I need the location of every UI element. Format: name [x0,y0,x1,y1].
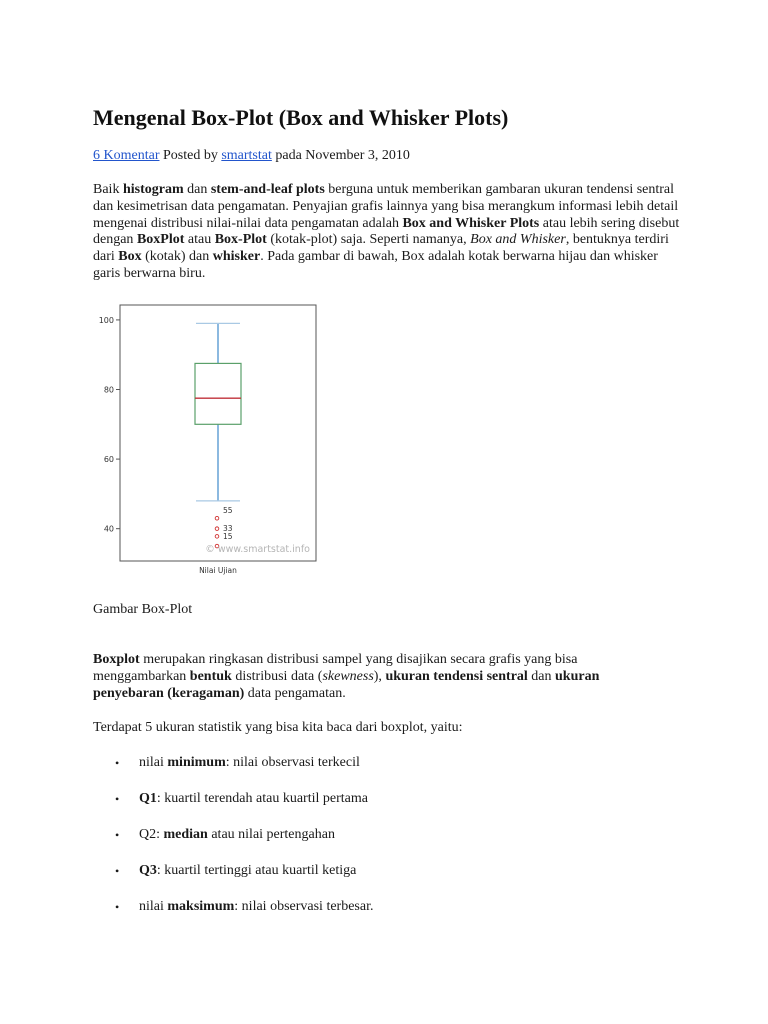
list-item-text: nilai [139,899,168,914]
para-bold: Boxplot [93,652,140,667]
para-bold: ukuran penyebaran (keragaman) [93,668,600,701]
list-item-bold: Q1 [139,791,157,806]
intro-text: berguna untuk memberikan gambaran ukuran tendensi sentral dan kesimetrisan data pengamatan. Penyajian grafis lainnya yang bisa merangkum informasi lebih detail mengenai distribusi nilai-nilai data pengamatan adalah [93,182,679,231]
outlier-label: 33 [223,524,233,534]
intro-bold: BoxPlot [136,232,185,248]
intro-bold: Box and Whisker Plots [402,215,540,231]
author-link[interactable]: smartstat [221,148,272,163]
intro-text: . Pada gambar di bawah, Box adalah kotak berwarna hijau dan whisker garis berwarna biru. [93,249,658,281]
y-tick-label: 80 [103,385,114,395]
intro-italic: Box and Whisker [470,232,566,248]
bullet-icon: • [115,792,120,806]
intro-text: atau [184,232,215,248]
stats-intro-paragraph: Terdapat 5 ukuran statistik yang bisa kita baca dari boxplot, yaitu: [93,720,463,735]
intro-text: dan [183,182,211,197]
list-item-text: nilai [139,755,168,770]
list-item-bold: median [163,827,208,842]
para-bold: bentuk [189,668,232,684]
bullet-icon: • [115,864,120,878]
comments-link[interactable]: 6 Komentar [93,148,160,163]
para-text: merupakan ringkasan distribusi sampel yang disajikan secara grafis yang bisa menggambarkan [93,652,578,684]
para-text: ), [373,668,386,684]
intro-bold: Box-Plot [214,232,267,248]
para-text: data pengamatan. [244,685,346,701]
para-text: dan [527,668,556,684]
figure-caption: Gambar Box-Plot [93,602,193,617]
bullet-icon: • [115,900,120,914]
bullet-icon: • [115,756,120,770]
iqr-box [195,363,241,424]
list-item-text: : kuartil tertinggi atau kuartil ketiga [156,863,357,878]
list-item-text: : nilai observasi terbesar. [234,899,374,914]
list-item-bold: maksimum [167,899,235,914]
page-title: Mengenal Box-Plot (Box and Whisker Plots) [93,105,509,130]
post-date: pada November 3, 2010 [271,148,410,163]
y-tick-label: 100 [98,315,114,325]
outlier-label: 55 [223,506,233,516]
list-item [93,790,653,826]
intro-bold: stem-and-leaf plots [210,182,325,197]
intro-bold: Box [118,249,142,265]
intro-text: Baik [93,182,123,197]
watermark: © www.smartstat.info [205,544,310,555]
intro-text: (kotak-plot) saja. Seperti namanya, [266,232,471,248]
list-item [93,826,653,862]
list-item-bold: Q3 [139,863,157,878]
boxplot-chart [93,300,333,585]
list-item-text: : kuartil terendah atau kuartil pertama [156,791,368,806]
y-tick-label: 60 [103,455,114,465]
list-item-text: : nilai observasi terkecil [225,755,360,770]
list-item-text: atau nilai pertengahan [207,827,335,842]
boxplot-paragraph [93,652,673,702]
para-text: distribusi data ( [231,668,323,684]
para-bold: ukuran tendensi sentral [385,668,528,684]
intro-bold: whisker [212,249,261,265]
y-tick-label: 40 [103,524,114,534]
intro-text: atau lebih sering disebut dengan [93,215,680,248]
intro-paragraph [93,182,683,283]
boxplot-figure [93,300,333,585]
intro-text: (kotak) dan [141,249,213,265]
posted-by-text: Posted by [159,148,222,163]
outlier-label: 15 [223,531,233,541]
post-meta [93,147,410,165]
intro-text: , bentuknya terdiri dari [93,232,669,265]
list-item [93,754,653,790]
x-category-label: Nilai Ujian [199,566,237,575]
intro-bold: histogram [122,182,184,197]
stats-list [93,754,653,934]
para-italic: skewness [322,668,374,684]
bullet-icon: • [115,828,120,842]
list-item-text: Q2: [139,827,164,842]
list-item [93,898,653,934]
list-item [93,862,653,898]
list-item-bold: minimum [167,755,226,770]
